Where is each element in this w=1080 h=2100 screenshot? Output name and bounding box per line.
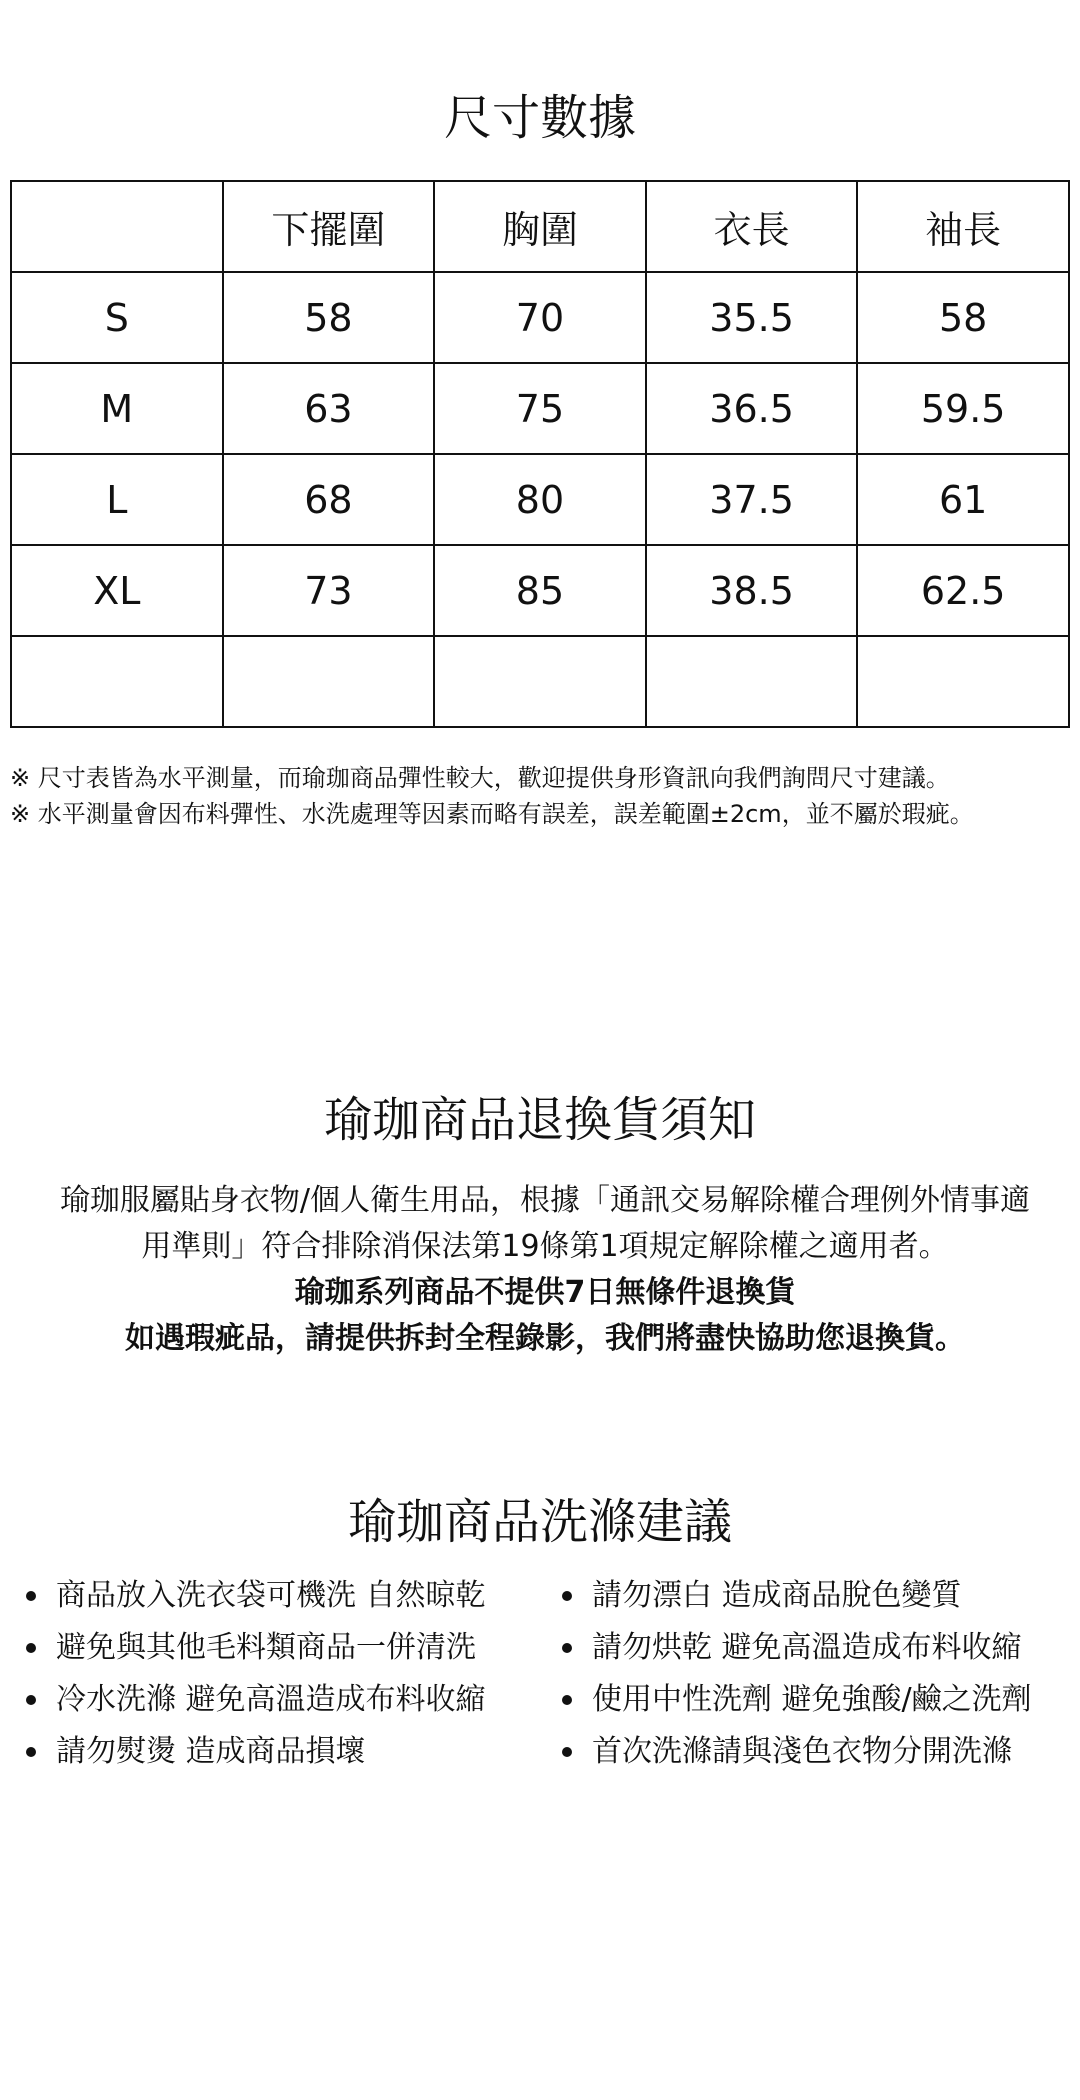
list-item: [22, 1674, 562, 1726]
table-cell: 35.5: [646, 272, 858, 363]
care-item-text: 商品放入洗衣袋可機洗 自然晾乾: [56, 1578, 486, 1613]
header-cell-empty: [11, 181, 223, 272]
size-table: [10, 180, 1070, 728]
list-item: [22, 1570, 562, 1622]
returns-policy-title: 瑜珈商品退換貨須知: [323, 1092, 756, 1148]
table-cell: 37.5: [646, 454, 858, 545]
header-cell-chest: 胸圍: [434, 181, 646, 272]
size-label-cell: XL: [11, 545, 223, 636]
table-row-empty: [11, 636, 1069, 727]
list-item: [558, 1674, 1080, 1726]
table-cell: 70: [434, 272, 646, 363]
list-item: [22, 1726, 562, 1778]
header-cell-hem: 下擺圍: [223, 181, 435, 272]
table-cell: 36.5: [646, 363, 858, 454]
list-item: [558, 1622, 1080, 1674]
header-cell-sleeve: 袖長: [857, 181, 1069, 272]
bullet-icon: [562, 1695, 572, 1705]
table-cell: 59.5: [857, 363, 1069, 454]
table-cell: 63: [223, 363, 435, 454]
table-row: [11, 272, 1069, 363]
table-cell: 62.5: [857, 545, 1069, 636]
table-cell: 73: [223, 545, 435, 636]
size-note: ※ 尺寸表皆為水平測量，而瑜珈商品彈性較大，歡迎提供身形資訊向我們詢問尺寸建議。: [10, 764, 950, 792]
header-cell-length: 衣長: [646, 181, 858, 272]
list-item: [558, 1570, 1080, 1622]
care-item-text: 請勿漂白 造成商品脫色變質: [592, 1578, 962, 1613]
table-cell: 75: [434, 363, 646, 454]
returns-policy-emphasis: 瑜珈系列商品不提供7日無條件退換貨: [294, 1275, 796, 1310]
table-row: [11, 363, 1069, 454]
table-row: [11, 454, 1069, 545]
care-list-left: [22, 1570, 562, 1778]
care-instructions-title: 瑜珈商品洗滌建議: [347, 1494, 732, 1550]
care-item-text: 首次洗滌請與淺色衣物分開洗滌: [592, 1734, 1012, 1769]
bullet-icon: [26, 1591, 36, 1601]
care-item-text: 使用中性洗劑 避免強酸/鹼之洗劑: [592, 1682, 1032, 1717]
size-label-cell: L: [11, 454, 223, 545]
list-item: [22, 1622, 562, 1674]
bullet-icon: [562, 1643, 572, 1653]
list-item: [558, 1726, 1080, 1778]
returns-policy-body: [15, 1178, 1075, 1362]
bullet-icon: [562, 1747, 572, 1757]
table-cell: [857, 636, 1069, 727]
table-cell: [11, 636, 223, 727]
size-chart-title: 尺寸數據: [443, 90, 636, 146]
size-label-cell: M: [11, 363, 223, 454]
table-header-row: [11, 181, 1069, 272]
bullet-icon: [562, 1591, 572, 1601]
returns-policy-text: 用準則」符合排除消保法第19條第1項規定解除權之適用者。: [141, 1229, 949, 1264]
table-cell: 61: [857, 454, 1069, 545]
bullet-icon: [26, 1695, 36, 1705]
care-list-right: [558, 1570, 1080, 1778]
care-item-text: 冷水洗滌 避免高溫造成布料收縮: [56, 1682, 486, 1717]
table-cell: 38.5: [646, 545, 858, 636]
table-row: [11, 545, 1069, 636]
care-item-text: 請勿熨燙 造成商品損壞: [56, 1734, 366, 1769]
size-notes: [10, 760, 1075, 832]
bullet-icon: [26, 1643, 36, 1653]
care-item-text: 避免與其他毛料類商品一併清洗: [56, 1630, 476, 1665]
bullet-icon: [26, 1747, 36, 1757]
table-cell: 80: [434, 454, 646, 545]
size-note: ※ 水平測量會因布料彈性、水洗處理等因素而略有誤差，誤差範圍±2cm，並不屬於瑕疵。: [10, 800, 974, 828]
returns-policy-text: 瑜珈服屬貼身衣物/個人衛生用品，根據「通訊交易解除權合理例外情事適: [59, 1183, 1031, 1218]
size-label-cell: S: [11, 272, 223, 363]
table-cell: 68: [223, 454, 435, 545]
table-cell: [434, 636, 646, 727]
care-item-text: 請勿烘乾 避免高溫造成布料收縮: [592, 1630, 1022, 1665]
returns-policy-emphasis: 如遇瑕疵品，請提供拆封全程錄影，我們將盡快協助您退換貨。: [125, 1321, 965, 1356]
table-cell: 58: [223, 272, 435, 363]
table-cell: [223, 636, 435, 727]
table-cell: [646, 636, 858, 727]
table-cell: 85: [434, 545, 646, 636]
table-cell: 58: [857, 272, 1069, 363]
